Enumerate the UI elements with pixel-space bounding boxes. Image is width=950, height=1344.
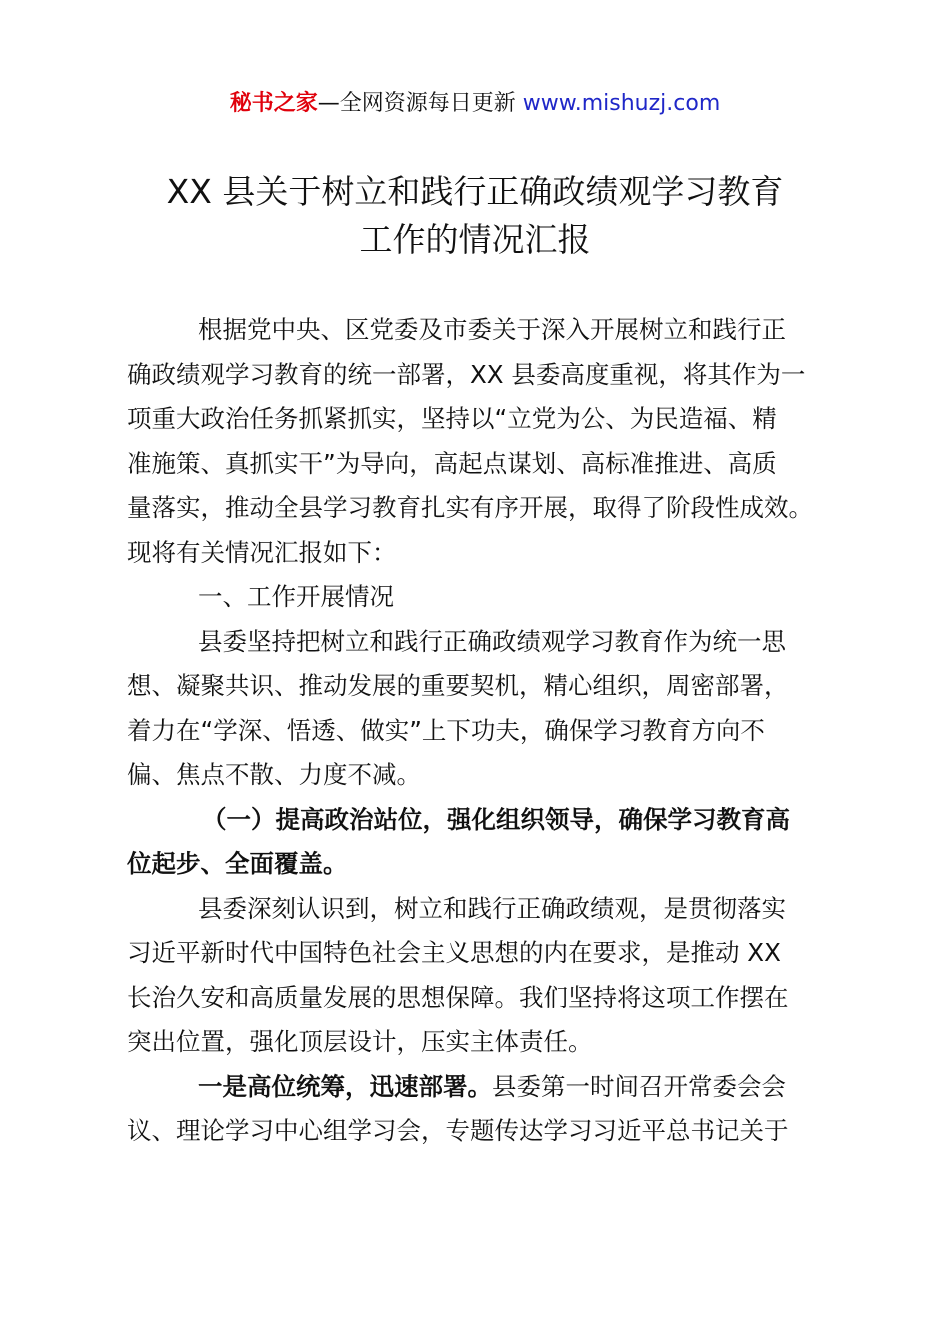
- site-header: [0, 86, 950, 122]
- title-line-1: XX 县关于树立和践行正确政绩观学习教育: [166, 172, 784, 211]
- site-url-link[interactable]: www.mishuzj.com: [522, 91, 721, 116]
- paragraph-2-line: 着力在“学深、悟透、做实”上下功夫，确保学习教育方向不: [127, 715, 765, 745]
- paragraph-3-line: 习近平新时代中国特色社会主义思想的内在要求，是推动 XX: [127, 938, 781, 967]
- site-tagline: —全网资源每日更新: [317, 91, 523, 116]
- paragraph-3-line: 突出位置，强化顶层设计，压实主体责任。: [127, 1027, 593, 1056]
- paragraph-1-line: 量落实，推动全县学习教育扎实有序开展，取得了阶段性成效。: [127, 493, 813, 522]
- paragraph-4-line: 议、理论学习中心组学习会，专题传达学习习近平总书记关于: [127, 1116, 789, 1145]
- paragraph-4-text: 县委第一时间召开常委会会: [492, 1071, 786, 1101]
- paragraph-1-line: 现将有关情况汇报如下：: [127, 537, 397, 567]
- paragraph-4-lead: 一是高位统筹，迅速部署。: [198, 1071, 492, 1101]
- document-body: [127, 308, 839, 1154]
- paragraph-1-line: 确政绩观学习教育的统一部署，XX 县委高度重视，将其作为一: [127, 359, 806, 389]
- paragraph-3-line: 县委深刻认识到，树立和践行正确政绩观，是贯彻落实: [198, 893, 786, 923]
- paragraph-1-line: 项重大政治任务抓紧抓实，坚持以“立党为公、为民造福、精: [127, 404, 777, 433]
- paragraph-4-line: [127, 1065, 839, 1110]
- title-line-2: 工作的情况汇报: [359, 220, 591, 259]
- paragraph-2-line: 想、凝聚共识、推动发展的重要契机，精心组织，周密部署，: [127, 671, 789, 700]
- section-heading: 一、工作开展情况: [198, 582, 394, 611]
- document-title: [0, 168, 950, 264]
- paragraph-2-line: 偏、焦点不散、力度不减。: [127, 760, 421, 789]
- site-brand: 秘书之家: [229, 91, 318, 116]
- subheading-line: （一）提高政治站位，强化组织领导，确保学习教育高: [202, 804, 790, 834]
- paragraph-2-line: 县委坚持把树立和践行正确政绩观学习教育作为统一思: [198, 626, 786, 656]
- subheading-line: 位起步、全面覆盖。: [127, 849, 348, 878]
- paragraph-1-line: 根据党中央、区党委及市委关于深入开展树立和践行正: [198, 315, 786, 344]
- paragraph-1-line: 准施策、真抓实干”为导向，高起点谋划、高标准推进、高质: [127, 448, 777, 478]
- paragraph-3-line: 长治久安和高质量发展的思想保障。我们坚持将这项工作摆在: [127, 982, 789, 1012]
